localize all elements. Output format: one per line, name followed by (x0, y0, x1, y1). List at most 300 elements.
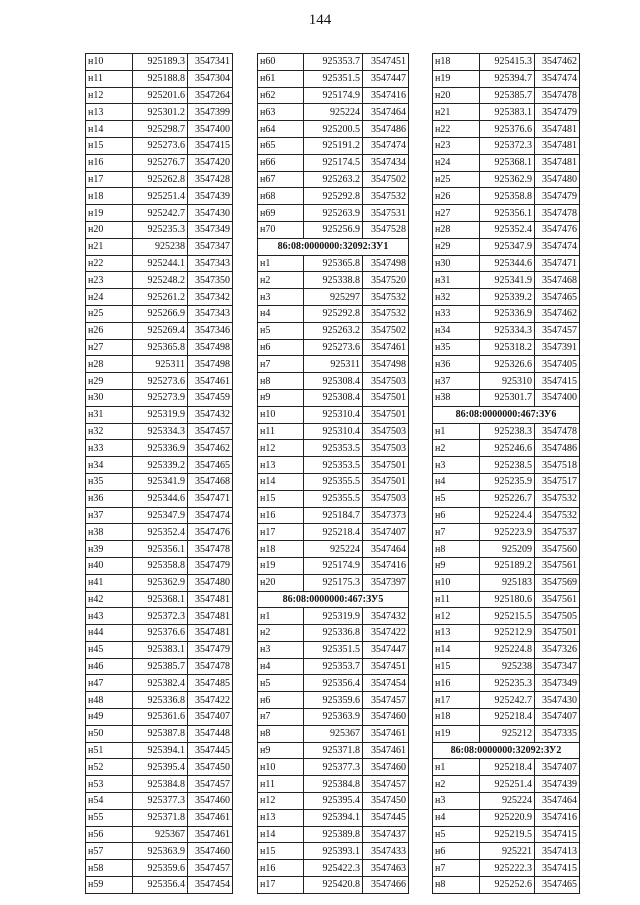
coordinate-y: 3547503 (363, 440, 409, 457)
coordinate-x: 925266.9 (133, 305, 188, 322)
coordinate-x: 925219.5 (480, 826, 535, 843)
point-label: н34 (86, 457, 133, 474)
table-row (258, 406, 409, 423)
table-row (433, 339, 580, 356)
coordinate-y: 3547479 (188, 557, 233, 574)
table-row (258, 608, 409, 625)
table-row (86, 70, 233, 87)
point-label: н14 (433, 641, 480, 658)
coordinate-y: 3547428 (188, 171, 233, 188)
coordinate-y: 3547349 (535, 675, 580, 692)
point-label: н3 (433, 457, 480, 474)
table-row (258, 54, 409, 71)
coordinate-x: 925344.6 (133, 490, 188, 507)
point-label: н26 (433, 188, 480, 205)
cadastral-number: 86:08:0000000:32092:ЗУ2 (433, 742, 580, 759)
point-label: н29 (433, 238, 480, 255)
point-label: н37 (86, 507, 133, 524)
point-label: н8 (258, 725, 304, 742)
point-label: н19 (433, 70, 480, 87)
table-row (86, 860, 233, 877)
table-row (86, 171, 233, 188)
coordinate-x: 925355.5 (304, 473, 363, 490)
coordinate-y: 3547517 (535, 473, 580, 490)
table-row (433, 574, 580, 591)
coordinate-y: 3547501 (535, 625, 580, 642)
coordinate-x: 925238 (480, 658, 535, 675)
point-label: н50 (86, 725, 133, 742)
point-label: н3 (433, 793, 480, 810)
table-row (86, 507, 233, 524)
point-label: н33 (433, 305, 480, 322)
coordinate-y: 3547347 (188, 238, 233, 255)
point-label: н30 (433, 255, 480, 272)
coordinate-x: 925201.6 (133, 87, 188, 104)
coordinate-y: 3547501 (363, 457, 409, 474)
coordinate-x: 925341.9 (133, 473, 188, 490)
table-row (433, 205, 580, 222)
coordinate-y: 3547498 (363, 255, 409, 272)
coordinates-table-column-2 (257, 53, 409, 894)
coordinate-y: 3547264 (188, 87, 233, 104)
point-label: н6 (258, 692, 304, 709)
coordinate-x: 925262.8 (133, 171, 188, 188)
coordinate-y: 3547520 (363, 272, 409, 289)
coordinate-y: 3547343 (188, 305, 233, 322)
table-row (86, 725, 233, 742)
table-row (258, 877, 409, 894)
coordinate-y: 3547407 (535, 709, 580, 726)
point-label: н17 (258, 877, 304, 894)
coordinate-y: 3547498 (188, 356, 233, 373)
coordinate-x: 925351.5 (304, 641, 363, 658)
coordinate-y: 3547350 (188, 272, 233, 289)
table-row (86, 742, 233, 759)
coordinate-x: 925246.6 (480, 440, 535, 457)
table-row (86, 591, 233, 608)
coordinate-y: 3547486 (363, 121, 409, 138)
point-label: н23 (86, 272, 133, 289)
coordinate-x: 925218.4 (480, 709, 535, 726)
point-label: н13 (86, 104, 133, 121)
coordinate-x: 925226.7 (480, 490, 535, 507)
coordinate-y: 3547346 (188, 322, 233, 339)
table-row (433, 70, 580, 87)
table-row (86, 87, 233, 104)
coordinate-x: 925371.8 (304, 742, 363, 759)
point-label: н12 (86, 87, 133, 104)
table-row (433, 104, 580, 121)
point-label: н15 (86, 137, 133, 154)
coordinate-y: 3547416 (535, 809, 580, 826)
table-row (258, 641, 409, 658)
coordinate-y: 3547481 (188, 591, 233, 608)
coordinate-x: 925363.9 (133, 843, 188, 860)
table-row (258, 675, 409, 692)
table-row (86, 322, 233, 339)
table-row (433, 877, 580, 894)
point-label: н33 (86, 440, 133, 457)
coordinate-y: 3547343 (188, 255, 233, 272)
coordinate-y: 3547445 (363, 809, 409, 826)
table-row (86, 457, 233, 474)
coordinate-x: 925371.8 (133, 809, 188, 826)
table-row (433, 524, 580, 541)
cadastral-number: 86:08:0000000:32092:ЗУ1 (258, 238, 409, 255)
coordinate-y: 3547532 (363, 289, 409, 306)
coordinate-y: 3547397 (363, 574, 409, 591)
coordinate-x: 925310.4 (304, 406, 363, 423)
table-row (433, 776, 580, 793)
point-label: н40 (86, 557, 133, 574)
table-row (258, 272, 409, 289)
coordinate-y: 3547478 (535, 87, 580, 104)
point-label: н32 (86, 423, 133, 440)
table-row (433, 709, 580, 726)
point-label: н56 (86, 826, 133, 843)
coordinate-x: 925224 (480, 793, 535, 810)
section-header-row (258, 591, 409, 608)
coordinate-y: 3547463 (363, 860, 409, 877)
table-row (258, 574, 409, 591)
coordinate-x: 925292.8 (304, 305, 363, 322)
coordinate-x: 925352.4 (133, 524, 188, 541)
coordinate-x: 925174.5 (304, 154, 363, 171)
table-row (258, 625, 409, 642)
point-label: н11 (258, 776, 304, 793)
table-row (258, 709, 409, 726)
table-row (86, 373, 233, 390)
coordinate-y: 3547457 (363, 692, 409, 709)
coordinate-x: 925353.7 (304, 54, 363, 71)
table-row (258, 87, 409, 104)
coordinate-x: 925356.1 (133, 541, 188, 558)
point-label: н38 (86, 524, 133, 541)
table-row (86, 389, 233, 406)
coordinate-x: 925394.7 (480, 70, 535, 87)
coordinate-x: 925242.7 (133, 205, 188, 222)
coordinate-y: 3547335 (535, 725, 580, 742)
coordinate-x: 925377.3 (133, 793, 188, 810)
coordinate-y: 3547413 (535, 843, 580, 860)
coordinate-x: 925326.6 (480, 356, 535, 373)
table-row (258, 725, 409, 742)
coordinate-y: 3547461 (188, 373, 233, 390)
table-row (86, 877, 233, 894)
point-label: н14 (86, 121, 133, 138)
coordinate-x: 925368.1 (133, 591, 188, 608)
table-row (86, 104, 233, 121)
table-row (86, 557, 233, 574)
table-row (86, 641, 233, 658)
point-label: н20 (86, 221, 133, 238)
coordinate-y: 3547502 (363, 171, 409, 188)
table-row (433, 356, 580, 373)
point-label: н10 (258, 406, 304, 423)
table-row (258, 205, 409, 222)
table-row (258, 423, 409, 440)
table-row (433, 137, 580, 154)
point-label: н21 (433, 104, 480, 121)
table-row (433, 507, 580, 524)
coordinate-x: 925358.8 (133, 557, 188, 574)
coordinate-y: 3547461 (363, 725, 409, 742)
point-label: н16 (258, 507, 304, 524)
coordinate-x: 925200.5 (304, 121, 363, 138)
coordinate-x: 925352.4 (480, 221, 535, 238)
point-label: н14 (258, 473, 304, 490)
point-label: н3 (258, 641, 304, 658)
table-row (433, 171, 580, 188)
table-row (433, 54, 580, 71)
point-label: н19 (86, 205, 133, 222)
coordinate-y: 3547461 (188, 809, 233, 826)
coordinate-x: 925310 (480, 373, 535, 390)
point-label: н70 (258, 221, 304, 238)
coordinate-x: 925273.6 (133, 137, 188, 154)
coordinate-x: 925221 (480, 843, 535, 860)
coordinate-x: 925301.7 (480, 389, 535, 406)
coordinate-y: 3547478 (535, 423, 580, 440)
coordinate-y: 3547448 (188, 725, 233, 742)
point-label: н60 (258, 54, 304, 71)
coordinate-x: 925365.8 (304, 255, 363, 272)
point-label: н5 (433, 826, 480, 843)
coordinate-x: 925377.3 (304, 759, 363, 776)
coordinate-y: 3547503 (363, 423, 409, 440)
coordinate-y: 3547457 (188, 776, 233, 793)
coordinates-table-column-3 (432, 53, 580, 894)
point-label: н23 (433, 137, 480, 154)
table-row (86, 625, 233, 642)
coordinate-x: 925356.4 (304, 675, 363, 692)
coordinate-x: 925367 (133, 826, 188, 843)
table-row (433, 255, 580, 272)
coordinate-y: 3547461 (363, 339, 409, 356)
coordinate-x: 925376.6 (480, 121, 535, 138)
coordinate-x: 925367 (304, 725, 363, 742)
table-row (433, 625, 580, 642)
table-row (433, 373, 580, 390)
coordinate-x: 925347.9 (133, 507, 188, 524)
point-label: н7 (258, 709, 304, 726)
coordinate-y: 3547474 (535, 238, 580, 255)
coordinate-y: 3547407 (535, 759, 580, 776)
table-row (258, 389, 409, 406)
point-label: н36 (86, 490, 133, 507)
coordinate-y: 3547464 (363, 104, 409, 121)
coordinate-y: 3547481 (535, 121, 580, 138)
point-label: н5 (433, 490, 480, 507)
point-label: н16 (86, 154, 133, 171)
point-label: н29 (86, 373, 133, 390)
table-row (258, 457, 409, 474)
coordinate-y: 3547479 (535, 104, 580, 121)
coordinate-x: 925422.3 (304, 860, 363, 877)
coordinate-y: 3547532 (535, 490, 580, 507)
coordinate-y: 3547416 (363, 87, 409, 104)
coordinate-y: 3547479 (535, 188, 580, 205)
coordinate-y: 3547481 (535, 137, 580, 154)
point-label: н12 (258, 793, 304, 810)
point-label: н20 (433, 87, 480, 104)
table-row (86, 339, 233, 356)
point-label: н2 (258, 272, 304, 289)
table-row (433, 490, 580, 507)
coordinate-y: 3547460 (363, 759, 409, 776)
coordinate-y: 3547532 (363, 305, 409, 322)
point-label: н37 (433, 373, 480, 390)
coordinate-y: 3547501 (363, 473, 409, 490)
point-label: н35 (86, 473, 133, 490)
table-row (86, 423, 233, 440)
point-label: н9 (258, 742, 304, 759)
coordinate-x: 925263.2 (304, 322, 363, 339)
coordinate-x: 925356.1 (480, 205, 535, 222)
table-row (258, 373, 409, 390)
table-row (433, 322, 580, 339)
point-label: н19 (258, 557, 304, 574)
coordinate-x: 925353.5 (304, 457, 363, 474)
coordinate-x: 925336.9 (480, 305, 535, 322)
table-row (86, 121, 233, 138)
coordinate-y: 3547399 (188, 104, 233, 121)
point-label: н38 (433, 389, 480, 406)
coordinate-y: 3547422 (188, 692, 233, 709)
coordinate-x: 925235.3 (480, 675, 535, 692)
coordinate-y: 3547451 (363, 658, 409, 675)
coordinate-y: 3547400 (188, 121, 233, 138)
coordinate-y: 3547481 (188, 608, 233, 625)
coordinate-x: 925394.1 (304, 809, 363, 826)
table-row (86, 692, 233, 709)
coordinate-y: 3547405 (535, 356, 580, 373)
table-row (86, 473, 233, 490)
point-label: н42 (86, 591, 133, 608)
point-label: н44 (86, 625, 133, 642)
coordinate-x: 925189.3 (133, 54, 188, 71)
table-row (433, 826, 580, 843)
table-row (86, 54, 233, 71)
point-label: н6 (433, 843, 480, 860)
point-label: н21 (86, 238, 133, 255)
coordinate-x: 925175.3 (304, 574, 363, 591)
point-label: н6 (258, 339, 304, 356)
table-row (258, 121, 409, 138)
coordinate-y: 3547474 (535, 70, 580, 87)
coordinate-x: 925261.2 (133, 289, 188, 306)
point-label: н39 (86, 541, 133, 558)
coordinate-y: 3547532 (363, 188, 409, 205)
coordinate-x: 925395.4 (304, 793, 363, 810)
coordinate-x: 925385.7 (480, 87, 535, 104)
point-label: н31 (86, 406, 133, 423)
table-row (433, 87, 580, 104)
coordinate-x: 925224.8 (480, 641, 535, 658)
coordinate-x: 925218.4 (304, 524, 363, 541)
point-label: н62 (258, 87, 304, 104)
point-label: н31 (433, 272, 480, 289)
table-row (433, 843, 580, 860)
table-row (433, 809, 580, 826)
coordinate-y: 3547478 (188, 541, 233, 558)
table-row (86, 658, 233, 675)
point-label: н2 (258, 625, 304, 642)
point-label: н17 (258, 524, 304, 541)
table-row (258, 70, 409, 87)
coordinate-y: 3547415 (535, 860, 580, 877)
point-label: н10 (258, 759, 304, 776)
table-row (258, 692, 409, 709)
table-row (433, 389, 580, 406)
page-number: 144 (308, 12, 332, 28)
table-row (86, 709, 233, 726)
coordinate-y: 3547460 (188, 843, 233, 860)
point-label: н32 (433, 289, 480, 306)
coordinate-x: 925387.8 (133, 725, 188, 742)
coordinate-y: 3547462 (188, 440, 233, 457)
table-row (258, 776, 409, 793)
coordinate-x: 925251.4 (480, 776, 535, 793)
table-row (433, 658, 580, 675)
table-row (258, 826, 409, 843)
point-label: н16 (433, 675, 480, 692)
table-row (258, 742, 409, 759)
point-label: н25 (433, 171, 480, 188)
coordinate-x: 925389.8 (304, 826, 363, 843)
coordinate-x: 925191.2 (304, 137, 363, 154)
coordinate-y: 3547461 (188, 826, 233, 843)
point-label: н27 (86, 339, 133, 356)
coordinate-x: 925301.2 (133, 104, 188, 121)
point-label: н8 (258, 373, 304, 390)
coordinate-y: 3547460 (363, 709, 409, 726)
point-label: н30 (86, 389, 133, 406)
table-row (433, 423, 580, 440)
coordinate-x: 925353.7 (304, 658, 363, 675)
point-label: н27 (433, 205, 480, 222)
coordinate-y: 3547501 (363, 389, 409, 406)
table-row (258, 356, 409, 373)
coordinate-x: 925244.1 (133, 255, 188, 272)
table-row (86, 843, 233, 860)
table-row (258, 473, 409, 490)
point-label: н10 (86, 54, 133, 71)
coordinate-y: 3547457 (188, 860, 233, 877)
point-label: н15 (258, 490, 304, 507)
point-label: н69 (258, 205, 304, 222)
point-label: н45 (86, 641, 133, 658)
point-label: н28 (433, 221, 480, 238)
coordinate-y: 3547430 (188, 205, 233, 222)
point-label: н15 (258, 843, 304, 860)
point-label: н54 (86, 793, 133, 810)
section-header-row (258, 238, 409, 255)
coordinate-x: 925215.5 (480, 608, 535, 625)
point-label: н63 (258, 104, 304, 121)
coordinate-y: 3547415 (535, 826, 580, 843)
coordinate-y: 3547415 (188, 137, 233, 154)
coordinate-y: 3547528 (363, 221, 409, 238)
point-label: н14 (258, 826, 304, 843)
coordinate-x: 925224 (304, 541, 363, 558)
point-label: н11 (433, 591, 480, 608)
coordinate-x: 925273.6 (133, 373, 188, 390)
table-row (258, 524, 409, 541)
table-row (86, 137, 233, 154)
table-row (86, 759, 233, 776)
table-row (86, 826, 233, 843)
